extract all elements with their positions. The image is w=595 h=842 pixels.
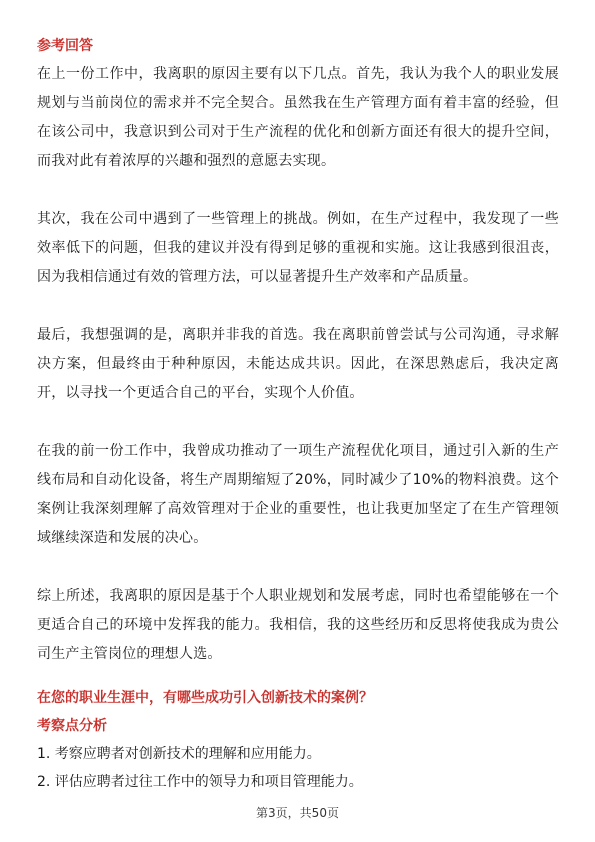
answer-heading: 参考回答 — [37, 38, 93, 54]
paragraph-5: 综上所述，我离职的原因是基于个人职业规划和发展考虑，同时也希望能够在一个更适合自己的环境中发挥我的能力。我相信，我的这些经历和反思将使我成为贵公司生产主管岗位的理想人选。 — [37, 588, 559, 662]
paragraph-gap — [37, 176, 559, 205]
paragraph-1: 在上一份工作中，我离职的原因主要有以下几点。首先，我认为我个人的职业发展规划与当前岗位的需求并不完全契合。虽然我在生产管理方面有着丰富的经验，但在该公司中，我意识到公司对于生产流程的优化和创新方面还有很大的提升空间，而我对此有着浓厚的兴趣和强烈的意愿去实现。 — [37, 66, 559, 169]
paragraph-gap — [37, 408, 559, 437]
paragraph-4: 在我的前一份工作中，我曾成功推动了一项生产流程优化项目，通过引入新的生产线布局和自动化设备，将生产周期缩短了20%，同时减少了10%的物料浪费。这个案例让我深刻理解了高效管理对于企业的重要性，也让我更加坚定了在生产管理领域继续深造和发展的决心。 — [37, 443, 559, 546]
paragraph-2: 其次，我在公司中遇到了一些管理上的挑战。例如，在生产过程中，我发现了一些效率低下的问题，但我的建议并没有得到足够的重视和实施。这让我感到很沮丧，因为我相信通过有效的管理方法，可以显著提升生产效率和产品质量。 — [37, 211, 559, 285]
analysis-item-2: 2. 评估应聘者过往工作中的领导力和项目管理能力。 — [37, 774, 363, 790]
paragraph-gap — [37, 553, 559, 582]
paragraph-3: 最后，我想强调的是，离职并非我的首选。我在离职前曾尝试与公司沟通，寻求解决方案，但最终由于种种原因，未能达成共识。因此，在深思熟虑后，我决定离开，以寻找一个更适合自己的平台，实现个人价值。 — [37, 327, 559, 401]
analysis-heading: 考察点分析 — [37, 718, 107, 734]
page-footer: 第3页，共50页 — [256, 806, 339, 820]
paragraph-gap — [37, 292, 559, 321]
analysis-item-1: 1. 考察应聘者对创新技术的理解和应用能力。 — [37, 746, 321, 762]
question-heading: 在您的职业生涯中，有哪些成功引入创新技术的案例？ — [37, 690, 373, 706]
content-area — [37, 36, 559, 796]
